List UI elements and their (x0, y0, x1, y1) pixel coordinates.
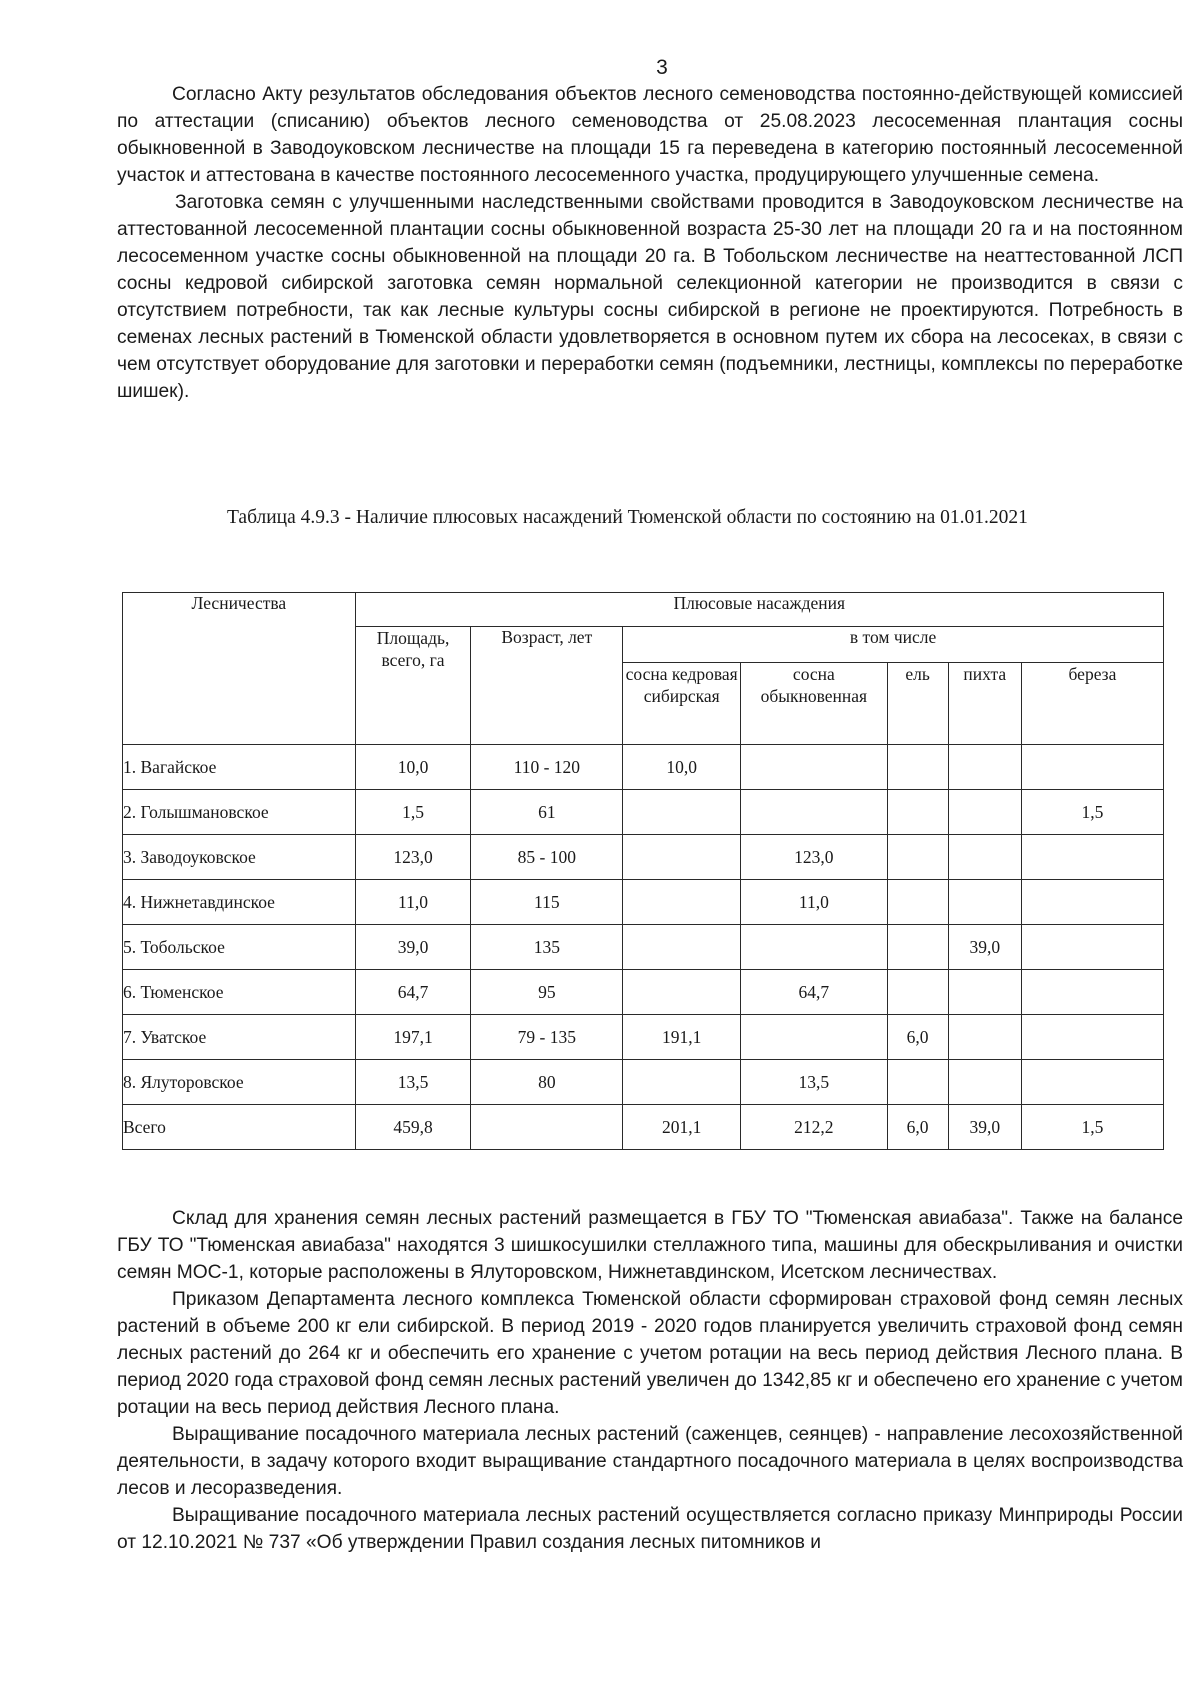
intro-text (117, 81, 1183, 405)
cell-spruce (887, 745, 948, 790)
cell-scots-pine: 13,5 (741, 1060, 887, 1105)
table-row (123, 1015, 1164, 1060)
cell-spruce (887, 790, 948, 835)
page-number: 3 (656, 56, 668, 79)
cell-scots-pine (741, 1015, 887, 1060)
cell-forestry: 8. Ялуторовское (123, 1060, 356, 1105)
table-row (123, 790, 1164, 835)
cell-fir: 39,0 (948, 925, 1021, 970)
cell-siberian-pine: 201,1 (623, 1105, 741, 1150)
cell-area: 39,0 (355, 925, 471, 970)
cell-forestry: 4. Нижнетавдинское (123, 880, 356, 925)
cell-fir (948, 880, 1021, 925)
cell-siberian-pine (623, 835, 741, 880)
cell-age: 61 (471, 790, 623, 835)
cell-area: 13,5 (355, 1060, 471, 1105)
cell-birch (1021, 925, 1163, 970)
cell-scots-pine: 212,2 (741, 1105, 887, 1150)
cell-age: 95 (471, 970, 623, 1015)
cell-scots-pine (741, 925, 887, 970)
cell-area: 10,0 (355, 745, 471, 790)
paragraph-seed-harvest: Заготовка семян с улучшенными наследственными свойствами проводится в Заводоуковском лесничестве на аттестованной лесосеменной плантации сосны обыкновенной возраста 25-30 лет на площади 20 га и на постоянном лесосеменном участке сосны обыкновенной на площади 20 га. В Тобольском лесничестве на неаттестованной ЛСП сосны кедровой сибирской заготовка семян нормальной селекционной категории не производится в связи с отсутствием потребности, так как лесные культуры сосны сибирской в регионе не проектируются. Потребность в семенах лесных растений в Тюменской области удовлетворяется в основном путем их сбора на лесосеках, в связи с чем отсутствует оборудование для заготовки и переработки семян (подъемники, лестницы, комплексы по переработке шишек). (117, 192, 1183, 402)
paragraph-seed-storage: Склад для хранения семян лесных растений размещается в ГБУ ТО "Тюменская авиабаза". Также на балансе ГБУ ТО "Тюменская авиабаза" находятся 3 шишкосушилки стеллажного типа, машины для обескрыливания и очистки семян МОС-1, которые расположены в Ялуторовском, Нижнетавдинском, Исетском лесничествах. (117, 1208, 1183, 1283)
cell-scots-pine (741, 745, 887, 790)
cell-fir: 39,0 (948, 1105, 1021, 1150)
cell-spruce (887, 835, 948, 880)
header-forestry: Лесничества (123, 593, 356, 745)
cell-spruce (887, 925, 948, 970)
table-row (123, 880, 1164, 925)
header-area: Площадь, всего, га (355, 627, 471, 745)
cell-siberian-pine: 191,1 (623, 1015, 741, 1060)
closing-text (117, 1205, 1183, 1556)
cell-age (471, 1105, 623, 1150)
cell-fir (948, 745, 1021, 790)
cell-siberian-pine (623, 1060, 741, 1105)
cell-birch (1021, 745, 1163, 790)
cell-scots-pine: 123,0 (741, 835, 887, 880)
header-species-spruce: ель (887, 663, 948, 745)
cell-birch (1021, 835, 1163, 880)
cell-siberian-pine (623, 970, 741, 1015)
cell-spruce: 6,0 (887, 1015, 948, 1060)
cell-birch: 1,5 (1021, 1105, 1163, 1150)
cell-forestry: 1. Вагайское (123, 745, 356, 790)
cell-age: 115 (471, 880, 623, 925)
cell-age: 79 - 135 (471, 1015, 623, 1060)
table-row-total (123, 1105, 1164, 1150)
cell-siberian-pine (623, 880, 741, 925)
cell-scots-pine (741, 790, 887, 835)
cell-birch (1021, 880, 1163, 925)
cell-area: 459,8 (355, 1105, 471, 1150)
cell-scots-pine: 11,0 (741, 880, 887, 925)
cell-fir (948, 1060, 1021, 1105)
table-row (123, 1060, 1164, 1105)
header-plus-stands: Плюсовые насаждения (355, 593, 1163, 627)
cell-birch: 1,5 (1021, 790, 1163, 835)
header-species-birch: береза (1021, 663, 1163, 745)
cell-spruce (887, 970, 948, 1015)
cell-fir (948, 835, 1021, 880)
table-row (123, 970, 1164, 1015)
cell-fir (948, 1015, 1021, 1060)
cell-siberian-pine (623, 790, 741, 835)
cell-siberian-pine (623, 925, 741, 970)
table-row (123, 835, 1164, 880)
table-row (123, 745, 1164, 790)
cell-scots-pine: 64,7 (741, 970, 887, 1015)
cell-siberian-pine: 10,0 (623, 745, 741, 790)
cell-area: 123,0 (355, 835, 471, 880)
cell-birch (1021, 1015, 1163, 1060)
cell-birch (1021, 1060, 1163, 1105)
cell-spruce (887, 1060, 948, 1105)
cell-forestry: Всего (123, 1105, 356, 1150)
header-species-siberian-pine: сосна кедровая сибирская (623, 663, 741, 745)
paragraph-planting-material: Выращивание посадочного материала лесных растений (саженцев, сеянцев) - направление лесохозяйственной деятельности, в задачу которого входит выращивание стандартного посадочного материала в целях воспроизводства лесов и лесоразведения. (117, 1424, 1183, 1499)
plus-stands-table (122, 592, 1164, 1150)
cell-spruce (887, 880, 948, 925)
header-species-scots-pine: сосна обыкновенная (741, 663, 887, 745)
cell-forestry: 3. Заводоуковское (123, 835, 356, 880)
cell-age: 85 - 100 (471, 835, 623, 880)
cell-birch (1021, 970, 1163, 1015)
cell-forestry: 6. Тюменское (123, 970, 356, 1015)
cell-fir (948, 790, 1021, 835)
cell-age: 135 (471, 925, 623, 970)
table-caption: Таблица 4.9.3 - Наличие плюсовых насаждений Тюменской области по состоянию на 01.01.2021 (227, 507, 1028, 528)
cell-spruce: 6,0 (887, 1105, 948, 1150)
paragraph-nursery-rules: Выращивание посадочного материала лесных растений осуществляется согласно приказу Минприроды России от 12.10.2021 № 737 «Об утверждении Правил создания лесных питомников и (117, 1505, 1183, 1553)
cell-area: 64,7 (355, 970, 471, 1015)
cell-forestry: 5. Тобольское (123, 925, 356, 970)
cell-forestry: 2. Голышмановское (123, 790, 356, 835)
header-age: Возраст, лет (471, 627, 623, 745)
header-including: в том числе (623, 627, 1164, 663)
cell-age: 110 - 120 (471, 745, 623, 790)
table-row (123, 925, 1164, 970)
cell-area: 11,0 (355, 880, 471, 925)
cell-fir (948, 970, 1021, 1015)
paragraph-insurance-fund: Приказом Департамента лесного комплекса Тюменской области сформирован страховой фонд семян лесных растений в объеме 200 кг ели сибирской. В период 2019 - 2020 годов планируется увеличить страховой фонд семян лесных растений до 264 кг и обеспечить его хранение с учетом ротации на весь период действия Лесного плана. В период 2020 года страховой фонд семян лесных растений увеличен до 1342,85 кг и обеспечено его хранение с учетом ротации на весь период действия Лесного плана. (117, 1289, 1183, 1418)
paragraph-acts: Согласно Акту результатов обследования объектов лесного семеноводства постоянно-действующей комиссией по аттестации (списанию) объектов лесного семеноводства от 25.08.2023 лесосеменная плантация сосны обыкновенной в Заводоуковском лесничестве на площади 15 га переведена в категорию постоянный лесосеменной участок и аттестована в качестве постоянного лесосеменного участка, продуцирующего улучшенные семена. (117, 84, 1183, 186)
cell-area: 197,1 (355, 1015, 471, 1060)
cell-age: 80 (471, 1060, 623, 1105)
header-species-fir: пихта (948, 663, 1021, 745)
cell-area: 1,5 (355, 790, 471, 835)
cell-forestry: 7. Уватское (123, 1015, 356, 1060)
